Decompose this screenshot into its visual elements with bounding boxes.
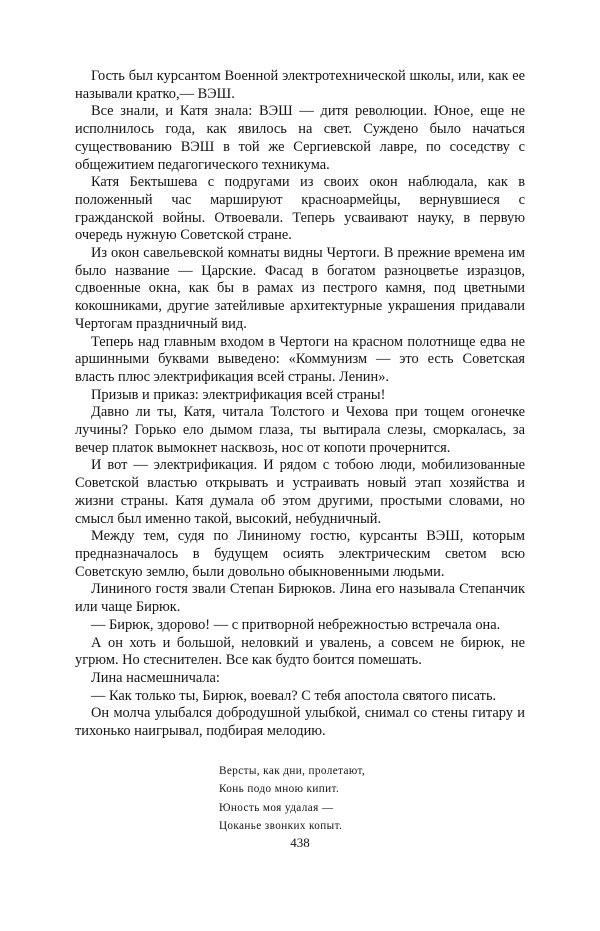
paragraph: Катя Бектышева с подругами из своих окон наблюдала, как в положенный час маршируют красноармейцы, вернувшиеся с гражданской войны. Отвоевали. Теперь усваивают науку, в первую очередь нужную Советской стране. (75, 174, 525, 244)
paragraph: Между тем, судя по Лининому гостю, курсанты ВЭШ, которым предназначалось в будущем осиять электрическим светом всю Советскую землю, были довольно обыкновенными людьми. (75, 528, 525, 580)
verse-line: Конь подо мною кипит. (219, 783, 340, 796)
paragraph: А он хоть и большой, неловкий и увалень, а совсем не бирюк, не угрюм. Но стеснителен. Все как будто боится помешать. (75, 634, 525, 669)
verse-stanza (219, 762, 365, 835)
verse-line: Юность моя удалая — (219, 801, 334, 814)
paragraph: Лининого гостя звали Степан Бирюков. Лина его называла Степанчик или чаще Бирюк. (75, 581, 525, 616)
verse-line: Цоканье звонких копыт. (219, 819, 343, 832)
paragraph: Из окон савельевской комнаты видны Чертоги. В прежние времена им было название — Царские. Фасад в богатом разноцветье изразцов, сдвоенные окна, как бы в рамах из пестрого камня, под цветными кокошниками, другие затейливые архитектурные украшения придавали Чертогам праздничный вид. (75, 245, 525, 332)
paragraph: Гость был курсантом Военной электротехнической школы, или, как ее называли кратко,— ВЭШ. (75, 68, 525, 102)
page-number: 438 (290, 835, 310, 850)
body-text (75, 68, 525, 741)
paragraph: Призыв и приказ: электрификация всей страны! (91, 386, 386, 403)
paragraph: Теперь над главным входом в Чертоги на красном полотнище едва не аршинными буквами выведено: «Коммунизм — это есть Советская власть плюс электрификация всей страны. Ленин». (75, 333, 525, 385)
paragraph: — Бирюк, здорово! — с притворной небрежностью встречала она. (91, 616, 501, 633)
paragraph: — Как только ты, Бирюк, воевал? С тебя апостола святого писать. (91, 687, 497, 704)
paragraph: Лина насмешничала: (91, 669, 220, 686)
paragraph: Давно ли ты, Катя, читала Толстого и Чехова при тощем огонечке лучины? Горько ело дымом глаза, ты вытирала слезы, сморкалась, за вечер платок вымокнет насквозь, нос от копоти прочернится. (75, 404, 525, 456)
paragraph: И вот — электрификация. И рядом с тобою люди, мобилизованные Советской властью открывать и устраивать новый этап хозяйства и жизни страны. Катя думала об этом другими, простыми словами, но смысл был именно такой, высокий, небудничный. (75, 457, 525, 527)
verse-line: Версты, как дни, пролетают, (219, 765, 366, 777)
paragraph: Все знали, и Катя знала: ВЭШ — дитя революции. Юное, еще не исполнилось года, как явилось на свет. Суждено было начаться существованию ВЭШ в той же Сергиевской лавре, по соседству с общежитием педагогического техникума. (75, 103, 525, 173)
paragraph: Он молча улыбался добродушной улыбкой, снимал со стены гитару и тихонько наигрывал, подбирая мелодию. (75, 705, 525, 740)
